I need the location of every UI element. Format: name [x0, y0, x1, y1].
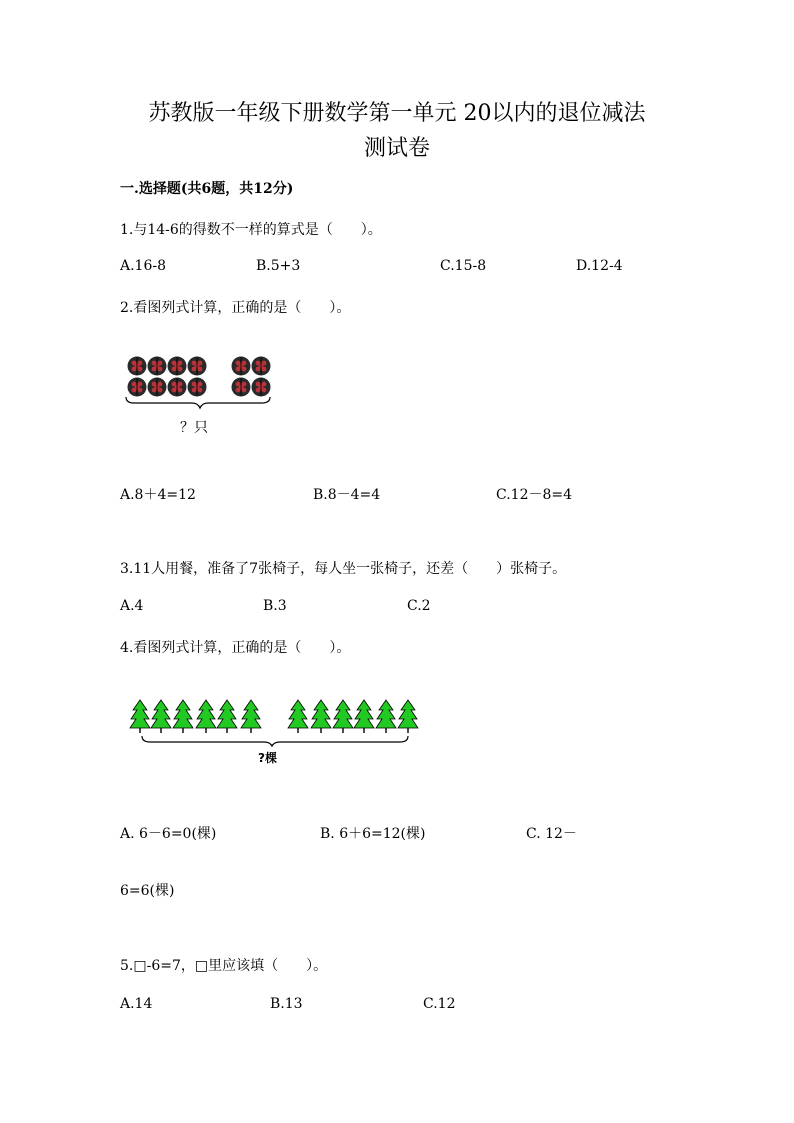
section-heading: 一.选择题(共6题，共12分): [120, 181, 294, 197]
tree-icon: [173, 700, 193, 733]
tree-icon: [311, 700, 331, 733]
tree-icon: [196, 700, 216, 733]
question-3-option-c[interactable]: C.2: [407, 598, 431, 614]
tree-icon: [354, 700, 374, 733]
tree-icon: [398, 700, 418, 733]
question-3-option-a[interactable]: A.4: [120, 598, 144, 614]
ladybug-icon: [128, 357, 147, 376]
ladybug-icon: [148, 357, 167, 376]
tree-figure: [128, 698, 418, 750]
tree-icon: [217, 700, 237, 733]
ladybug-icon: [252, 378, 271, 397]
ladybug-icon: [168, 357, 187, 376]
question-2-option-a[interactable]: A.8＋4=12: [120, 487, 196, 503]
question-2-option-c[interactable]: C.12－8=4: [496, 487, 573, 503]
tree-icon: [376, 700, 396, 733]
ladybug-icon: [148, 378, 167, 397]
question-3-option-b[interactable]: B.3: [263, 598, 287, 614]
tree-icon: [151, 700, 171, 733]
ladybug-icon: [168, 378, 187, 397]
question-4-option-b[interactable]: B. 6＋6=12(棵): [320, 826, 426, 842]
ladybug-icon: [188, 378, 207, 397]
tree-icon: [130, 700, 150, 733]
ladybug-icon: [128, 378, 147, 397]
question-1-option-c[interactable]: C.15-8: [440, 258, 487, 274]
question-4-option-c-continued: 6=6(棵): [120, 883, 175, 899]
tree-icon: [333, 700, 353, 733]
ladybug-figure: [120, 350, 280, 412]
page-title: 苏教版一年级下册数学第一单元 20以内的退位减法: [148, 101, 646, 126]
question-2-figure-caption: ？只: [180, 420, 208, 436]
question-4-option-c[interactable]: C. 12－: [526, 826, 577, 842]
page-title-line2: 测试卷: [363, 136, 430, 161]
question-1-option-a[interactable]: A.16-8: [120, 258, 167, 274]
question-1-option-b[interactable]: B.5+3: [256, 258, 301, 274]
ladybug-icon: [232, 378, 251, 397]
ladybug-icon: [232, 357, 251, 376]
question-1-stem: 1.与14-6的得数不一样的算式是（ ）。: [120, 222, 382, 238]
question-3-stem: 3.11人用餐，准备了7张椅子，每人坐一张椅子，还差（ ）张椅子。: [120, 561, 567, 577]
question-4-stem: 4.看图列式计算，正确的是（ ）。: [120, 640, 351, 656]
ladybug-icon: [252, 357, 271, 376]
question-2-stem: 2.看图列式计算，正确的是（ ）。: [120, 300, 351, 316]
question-1-option-d[interactable]: D.12-4: [576, 258, 623, 274]
question-5-option-c[interactable]: C.12: [423, 996, 456, 1012]
question-4-option-a[interactable]: A. 6－6=0(棵): [120, 826, 217, 842]
ladybug-icon: [188, 357, 207, 376]
question-5-option-a[interactable]: A.14: [120, 996, 153, 1012]
question-5-option-b[interactable]: B.13: [270, 996, 303, 1012]
question-4-figure-caption: ?棵: [258, 751, 277, 765]
question-2-option-b[interactable]: B.8－4=4: [313, 487, 381, 503]
tree-icon: [288, 700, 308, 733]
tree-icon: [241, 700, 261, 733]
question-5-stem: 5.□-6=7，□里应该填（ ）。: [120, 958, 328, 974]
